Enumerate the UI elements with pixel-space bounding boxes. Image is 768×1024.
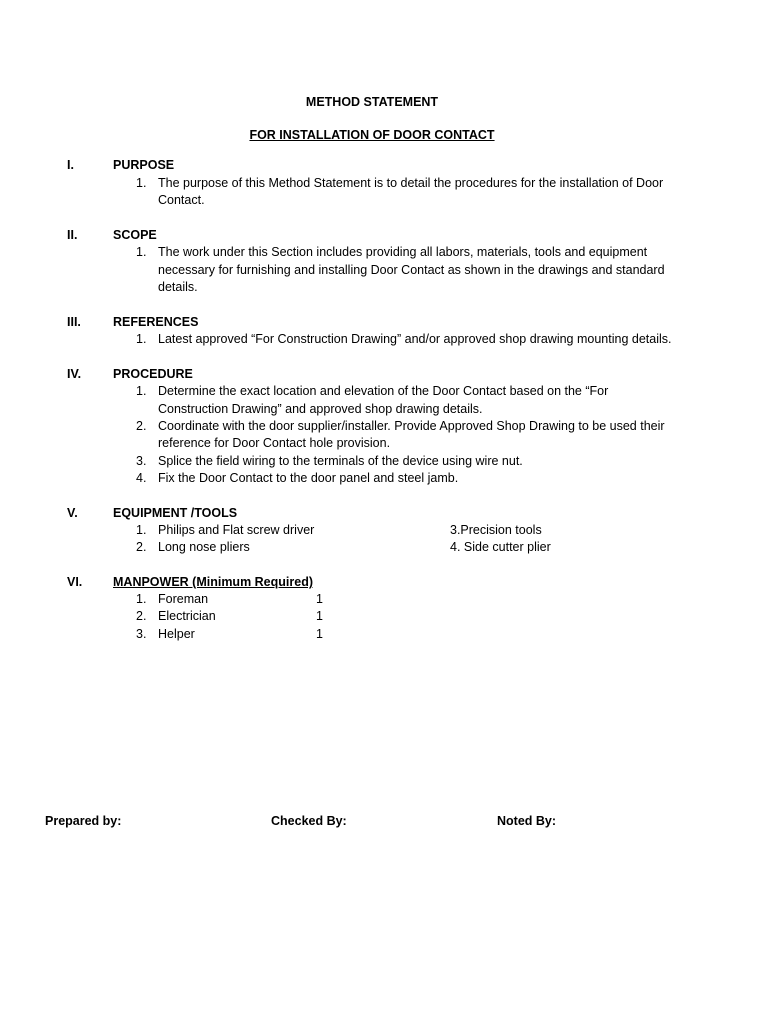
item-number: 4. [136, 471, 147, 485]
manpower-role: Electrician [158, 609, 216, 623]
item-number: 3. [136, 627, 147, 641]
section-heading: MANPOWER (Minimum Required) [113, 575, 313, 589]
tool-item: 4. Side cutter plier [450, 540, 551, 554]
section-numeral: IV. [67, 367, 82, 381]
section-heading: REFERENCES [113, 315, 199, 329]
item-number: 2. [136, 540, 147, 554]
item-number: 1. [136, 592, 147, 606]
item-text-line: Construction Drawing” and approved shop drawing details. [158, 402, 483, 416]
section-numeral: II. [67, 228, 78, 242]
item-text-line: The work under this Section includes providing all labors, materials, tools and equipment [158, 245, 648, 259]
manpower-count: 1 [316, 609, 323, 623]
section-numeral: VI. [67, 575, 83, 589]
item-number: 2. [136, 609, 147, 623]
item-number: 2. [136, 419, 147, 433]
manpower-role: Helper [158, 627, 195, 641]
manpower-count: 1 [316, 627, 323, 641]
item-number: 1. [136, 332, 147, 346]
noted-by-label: Noted By: [497, 814, 557, 828]
checked-by-label: Checked By: [271, 814, 347, 828]
prepared-by-label: Prepared by: [45, 814, 122, 828]
item-text-line: details. [158, 280, 198, 294]
section-heading: PROCEDURE [113, 367, 193, 381]
item-number: 1. [136, 176, 147, 190]
item-text-line: reference for Door Contact hole provision. [158, 436, 391, 450]
section-numeral: III. [67, 315, 81, 329]
item-text-line: Coordinate with the door supplier/installer. Provide Approved Shop Drawing to be used their [158, 419, 665, 433]
item-text-line: Contact. [158, 193, 205, 207]
item-text-line: Splice the field wiring to the terminals of the device using wire nut. [158, 454, 523, 468]
tool-item: 3.Precision tools [450, 523, 542, 537]
section-heading: PURPOSE [113, 158, 175, 172]
item-number: 1. [136, 245, 147, 259]
item-text-line: The purpose of this Method Statement is to detail the procedures for the installation of Door [158, 176, 664, 190]
section-heading: EQUIPMENT /TOOLS [113, 506, 238, 520]
item-text-line: Determine the exact location and elevation of the Door Contact based on the “For [158, 384, 609, 398]
item-text-line: necessary for furnishing and installing Door Contact as shown in the drawings and standard [158, 263, 665, 277]
manpower-count: 1 [316, 592, 323, 606]
tool-item: Philips and Flat screw driver [158, 523, 315, 537]
section-numeral: V. [67, 506, 78, 520]
section-heading: SCOPE [113, 228, 157, 242]
document-title: METHOD STATEMENT [305, 95, 439, 109]
section-numeral: I. [67, 158, 74, 172]
item-number: 3. [136, 454, 147, 468]
item-text-line: Fix the Door Contact to the door panel and steel jamb. [158, 471, 459, 485]
item-text-line: Latest approved “For Construction Drawing” and/or approved shop drawing mounting details. [158, 332, 672, 346]
item-number: 1. [136, 384, 147, 398]
tool-item: Long nose pliers [158, 540, 250, 554]
document-subtitle: FOR INSTALLATION OF DOOR CONTACT [249, 128, 495, 142]
manpower-role: Foreman [158, 592, 209, 606]
item-number: 1. [136, 523, 147, 537]
